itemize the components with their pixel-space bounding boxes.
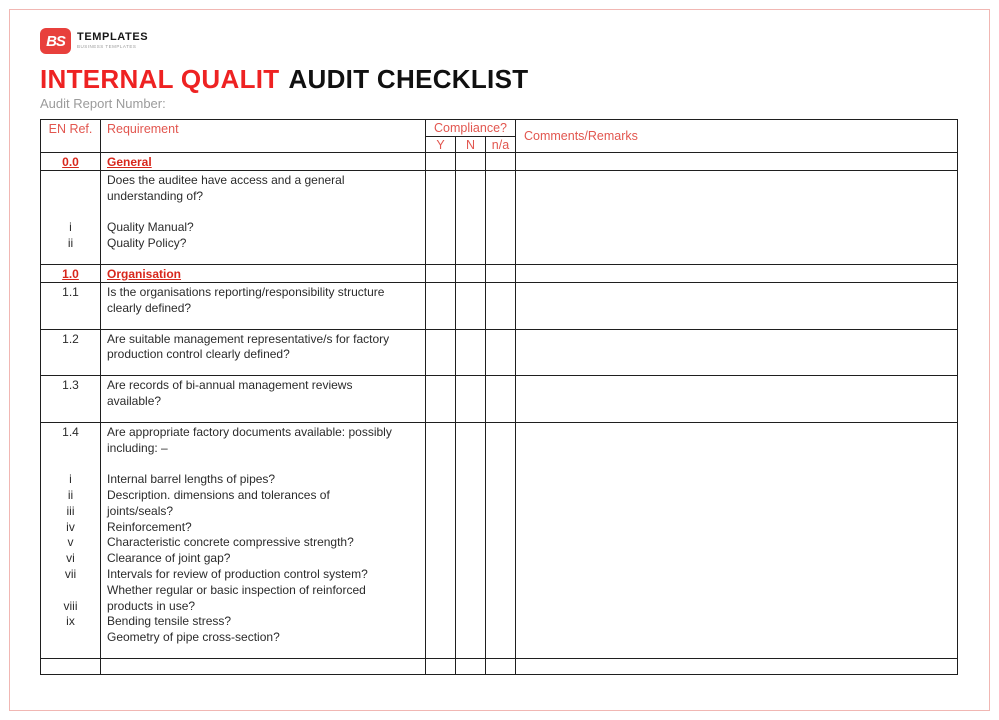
en-ref-cell (41, 329, 101, 376)
compliance-n-cell[interactable] (456, 264, 486, 282)
en-ref-cell (41, 422, 101, 658)
compliance-na-cell[interactable] (486, 264, 516, 282)
comments-cell[interactable] (516, 264, 958, 282)
comments-cell[interactable] (516, 171, 958, 265)
compliance-na-cell[interactable] (486, 658, 516, 674)
comments-cell[interactable] (516, 376, 958, 423)
compliance-y-cell[interactable] (426, 153, 456, 171)
en-ref-cell (41, 376, 101, 423)
compliance-y-cell[interactable] (426, 264, 456, 282)
compliance-n-cell[interactable] (456, 153, 486, 171)
comments-cell[interactable] (516, 153, 958, 171)
compliance-n-cell[interactable] (456, 658, 486, 674)
text-line: Quality Manual? (107, 220, 194, 235)
bs-logo-icon (40, 28, 71, 54)
checklist-row (41, 171, 958, 265)
compliance-na-cell[interactable] (486, 171, 516, 265)
logo-brand-label: TEMPLATES (77, 31, 149, 43)
text-line: 1.4 (62, 424, 79, 439)
title-red-part: INTERNAL QUALIT (40, 64, 280, 94)
col-header-requirement: Requirement (101, 120, 426, 153)
compliance-n-cell[interactable] (456, 282, 486, 329)
text-line (41, 189, 100, 205)
text-line: Is the organisations reporting/responsibility structure (107, 284, 385, 299)
compliance-y-cell[interactable] (426, 422, 456, 658)
logo-tagline-label: BUSINESS TEMPLATES (77, 44, 137, 49)
title-black-part: AUDIT CHECKLIST (288, 64, 529, 94)
section-title-label: General (107, 155, 152, 169)
text-line: 1.3 (62, 378, 79, 393)
text-line: ii (67, 487, 74, 502)
compliance-y-cell[interactable] (426, 658, 456, 674)
text-line: Geometry of pipe cross-section? (107, 630, 280, 645)
text-line (107, 456, 425, 472)
col-header-compliance: Compliance? (426, 120, 516, 137)
table-header (41, 120, 958, 153)
empty-row (41, 658, 958, 674)
comments-cell[interactable] (516, 329, 958, 376)
requirement-cell (101, 329, 426, 376)
section-row-1.0 (41, 264, 958, 282)
checklist-row (41, 422, 958, 658)
text-line (41, 630, 100, 646)
comments-cell[interactable] (516, 658, 958, 674)
compliance-na-cell[interactable] (486, 282, 516, 329)
audit-report-number-label: Audit Report Number: (40, 96, 166, 111)
requirement-cell (101, 264, 426, 282)
compliance-y-cell[interactable] (426, 329, 456, 376)
section-title-label: Organisation (107, 266, 182, 281)
col-header-na: n/a (486, 137, 516, 153)
text-line: Are appropriate factory documents available: possibly (107, 424, 392, 439)
checklist-row (41, 329, 958, 376)
text-line: iv (66, 519, 75, 534)
text-line: i (69, 472, 72, 487)
en-ref-cell (41, 153, 101, 171)
text-line: Description. dimensions and tolerances of (107, 487, 330, 502)
col-header-n: N (456, 137, 486, 153)
compliance-y-cell[interactable] (426, 282, 456, 329)
comments-cell[interactable] (516, 422, 958, 658)
text-line: Are records of bi-annual management reviews (107, 378, 353, 393)
text-line: production control clearly defined? (107, 347, 290, 362)
compliance-n-cell[interactable] (456, 171, 486, 265)
requirement-cell (101, 658, 426, 674)
text-line: Clearance of joint gap? (107, 551, 231, 566)
page-title (40, 64, 959, 94)
compliance-n-cell[interactable] (456, 329, 486, 376)
text-line: viii (63, 598, 78, 613)
compliance-y-cell[interactable] (426, 171, 456, 265)
text-line: understanding of? (107, 188, 204, 203)
text-line (41, 456, 100, 472)
compliance-y-cell[interactable] (426, 376, 456, 423)
text-line: Are suitable management representative/s for factory (107, 331, 390, 346)
section-ref-label: 1.0 (62, 266, 79, 281)
compliance-n-cell[interactable] (456, 376, 486, 423)
en-ref-cell (41, 171, 101, 265)
en-ref-cell (41, 658, 101, 674)
requirement-cell (101, 153, 426, 171)
requirement-cell (101, 282, 426, 329)
col-header-en-ref: EN Ref. (41, 120, 101, 153)
text-line: 1.1 (62, 284, 79, 299)
text-line: Bending tensile stress? (107, 614, 232, 629)
text-line: v (67, 535, 74, 550)
checklist-body (41, 153, 958, 675)
compliance-na-cell[interactable] (486, 153, 516, 171)
text-line: Whether regular or basic inspection of reinforced (107, 582, 366, 597)
text-line: Reinforcement? (107, 519, 192, 534)
text-line: Does the auditee have access and a general (107, 173, 345, 187)
section-ref-label: 0.0 (62, 155, 79, 169)
text-line: Characteristic concrete compressive strength? (107, 535, 354, 550)
text-line: iii (66, 503, 75, 518)
compliance-na-cell[interactable] (486, 329, 516, 376)
section-row-0.0 (41, 153, 958, 171)
text-line (41, 441, 100, 457)
bs-templates-logo (40, 28, 959, 54)
text-line: Intervals for review of production control system? (107, 566, 368, 581)
text-line: 1.2 (62, 331, 79, 346)
text-line: vii (64, 566, 77, 581)
checklist-row (41, 282, 958, 329)
col-header-y: Y (426, 137, 456, 153)
text-line (41, 205, 100, 221)
comments-cell[interactable] (516, 282, 958, 329)
logo-text (77, 28, 148, 49)
text-line (41, 583, 100, 599)
text-line: clearly defined? (107, 300, 192, 315)
text-line: Quality Policy? (107, 236, 187, 251)
text-line (41, 173, 100, 189)
requirement-cell (101, 422, 426, 658)
text-line: ix (66, 614, 75, 629)
col-header-comments: Comments/Remarks (516, 120, 958, 153)
requirement-cell (101, 171, 426, 265)
en-ref-cell (41, 264, 101, 282)
text-line: joints/seals? (107, 503, 174, 518)
text-line: available? (107, 393, 162, 408)
audit-checklist-table (40, 119, 958, 675)
compliance-na-cell[interactable] (486, 422, 516, 658)
compliance-n-cell[interactable] (456, 422, 486, 658)
text-line: products in use? (107, 598, 196, 613)
text-line: including: – (107, 440, 168, 455)
text-line (107, 205, 425, 221)
checklist-row (41, 376, 958, 423)
text-line: ii (67, 236, 74, 251)
compliance-na-cell[interactable] (486, 376, 516, 423)
requirement-cell (101, 376, 426, 423)
text-line: Internal barrel lengths of pipes? (107, 472, 276, 487)
text-line: vi (66, 551, 75, 566)
en-ref-cell (41, 282, 101, 329)
document-header (0, 0, 999, 111)
text-line: i (69, 220, 72, 235)
logo-mark-text: BS (46, 32, 65, 50)
